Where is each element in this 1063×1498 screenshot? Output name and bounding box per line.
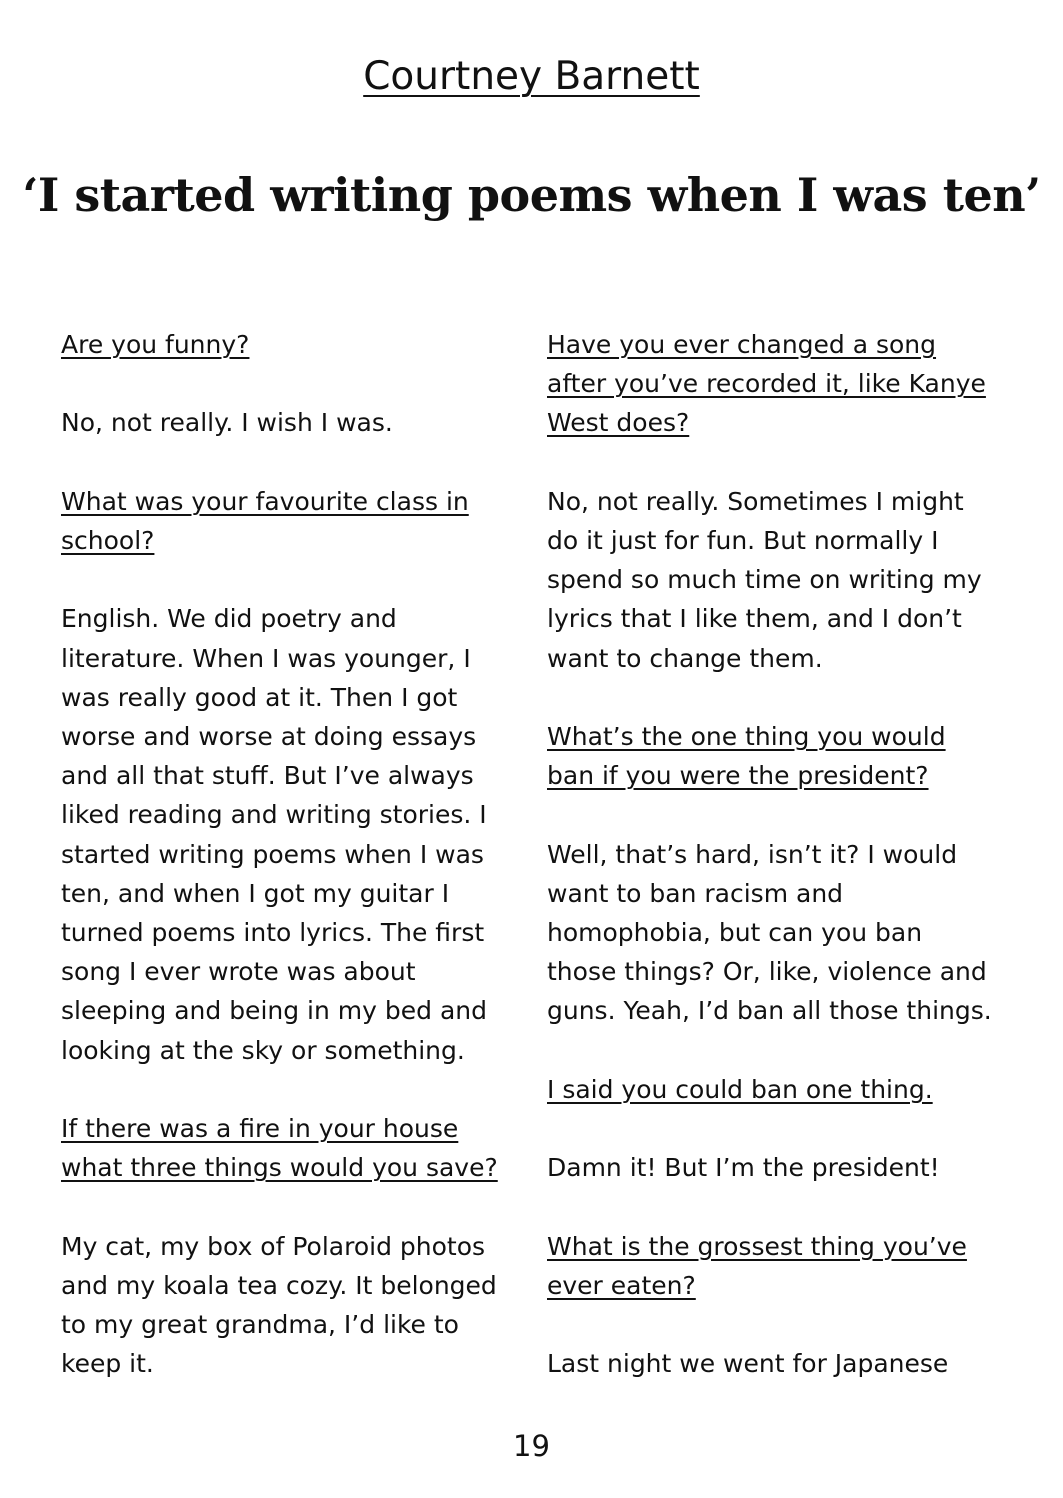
interview-answer: Well, that’s hard, isn’t it? I would want to ban racism and homophobia, but can you ban those things? Or, like, violence and guns. Yeah, I’d ban all those things. bbox=[547, 839, 992, 1026]
interview-answer: Damn it! But I’m the president! bbox=[547, 1153, 940, 1183]
interview-question: I said you could ban one thing. bbox=[547, 1074, 933, 1104]
page-number: 19 bbox=[513, 1429, 550, 1463]
article-title: ‘I started writing poems when I was ten’ bbox=[22, 168, 1041, 222]
interview-question: Are you funny? bbox=[61, 330, 250, 359]
interview-question: What is the grossest thing you’ve ever eaten? bbox=[547, 1231, 967, 1300]
interview-question: What was your favourite class in school? bbox=[61, 486, 469, 555]
right-column bbox=[547, 325, 997, 1423]
interview-question: What’s the one thing you would ban if you were the president? bbox=[547, 722, 946, 791]
interview-answer: No, not really. I wish I was. bbox=[61, 408, 393, 438]
interview-question: If there was a fire in your house what three things would you save? bbox=[61, 1114, 498, 1183]
left-column bbox=[61, 325, 511, 1423]
interviewee-name-heading bbox=[0, 52, 1063, 102]
interview-answer: English. We did poetry and literature. When I was younger, I was really good at it. Then I got worse and worse at doing essays and all that stuff. But I’ve always liked reading and writing stories. I started writing poems when I was ten, and when I got my guitar I turned poems into lyrics. The first song I ever wrote was about sleeping and being in my bed and looking at the sky or something. bbox=[61, 604, 487, 1065]
interviewee-name: Courtney Barnett bbox=[363, 54, 700, 99]
interview-answer: Last night we went for Japanese bbox=[547, 1349, 949, 1379]
interview-answer: No, not really. Sometimes I might do it just for fun. But normally I spend so much time on writing my lyrics that I like them, and I don’t want to change them. bbox=[547, 486, 982, 673]
interview-question: Have you ever changed a song after you’ve recorded it, like Kanye West does? bbox=[547, 330, 986, 438]
interview-answer: My cat, my box of Polaroid photos and my koala tea cozy. It belonged to my great grandma, I’d like to keep it. bbox=[61, 1231, 497, 1379]
